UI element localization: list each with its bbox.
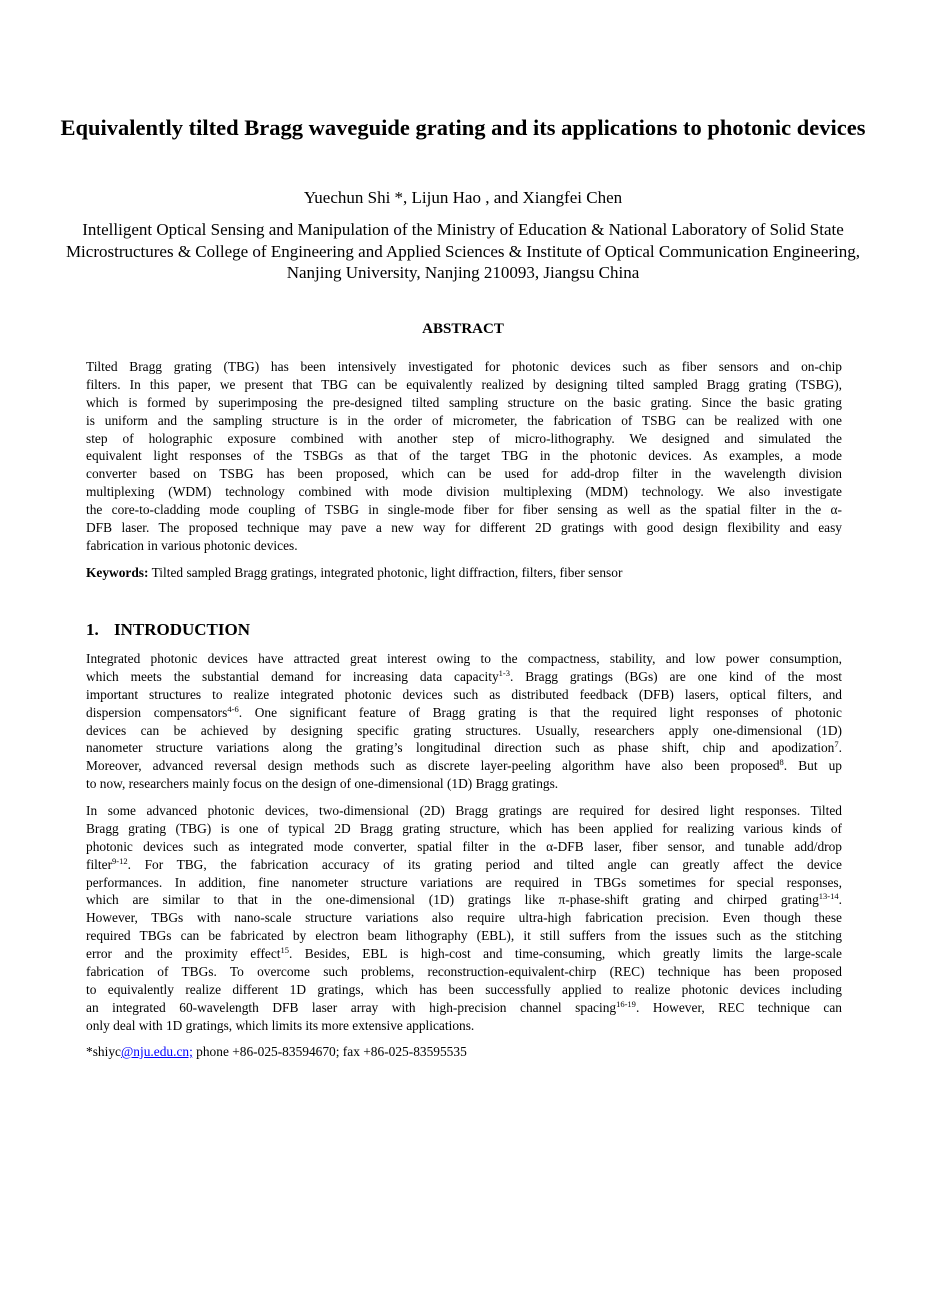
intro-paragraph-1 [86, 650, 842, 793]
text-line: which meets the substantial demand for increasing data capacity$^{1-3}$. Bragg gratings (BGs) are one kind of the most [86, 667, 842, 684]
citation-superscript: 1-3 [498, 667, 510, 678]
footnote-contact: phone +86-025-83594670; fax +86-025-83595535 [192, 1044, 467, 1059]
text-line: DFB laser. The proposed technique may pave a new way for different 2D gratings with good design flexibility and easy [86, 520, 842, 536]
text-line: fabrication of TBGs. To overcome such problems, reconstruction-equivalent-chirp (REC) technique has been proposed [86, 964, 842, 980]
text-line: an integrated 60-wavelength DFB laser array with high-precision channel spacing$^{16-19}$. However, REC technique can [86, 998, 842, 1015]
authors: Yuechun Shi *, Lijun Hao , and Xiangfei Chen [303, 188, 623, 207]
text-line: is uniform and the sampling structure is in the order of micrometer, the fabrication of TSBG can be realized with one [86, 412, 842, 428]
text-line: multiplexing (WDM) technology combined with mode division multiplexing (MDM) technology. We also investigate [86, 484, 842, 500]
text-line: error and the proximity effect$^{15}$. Besides, EBL is high-cost and time-consuming, which greatly limits the large-scale [86, 945, 842, 962]
citation-superscript: 4-6 [227, 703, 239, 714]
text-line: devices can be achieved by designing specific grating structures. Usually, researchers apply one-dimensional (1D) [86, 722, 842, 738]
paper-title: Equivalently tilted Bragg waveguide grating and its applications to photonic devices [60, 115, 866, 140]
abstract-heading: ABSTRACT [422, 321, 504, 337]
citation-superscript: 15 [280, 945, 290, 956]
text-line: to now, researchers mainly focus on the design of one-dimensional (1D) Bragg gratings. [86, 776, 559, 792]
citation-superscript: 8 [779, 757, 784, 768]
footnote-prefix: *shiyc [86, 1044, 121, 1059]
text-line: required TBGs can be fabricated by electron beam lithography (EBL), it still suffers from the issues such as the stitching [86, 928, 842, 944]
section-number: 1. [86, 620, 99, 639]
text-line: However, TBGs with nano-scale structure variations also require ultra-high fabrication precision. Even though these [86, 910, 842, 926]
section-heading [86, 620, 250, 640]
text-line: In some advanced photonic devices, two-dimensional (2D) Bragg gratings are required for desired light responses. Tilted [86, 803, 842, 818]
text-line: photonic devices such as integrated mode converter, spatial filter in the α-DFB laser, fiber sensor, and tunable add/drop [86, 838, 842, 854]
text-line: filters. In this paper, we present that TBG can be equivalently realized by designing tilted sampled Bragg grating (TSBG), [86, 376, 842, 392]
text-line: step of holographic exposure combined with another step of micro-lithography. We designed and simulated the [86, 430, 842, 446]
text-line: equivalent light responses of the TSBGs as that of the target TBG in the photonic devices. As examples, a mode [86, 448, 842, 464]
citation-superscript: 7 [834, 739, 839, 750]
citation-superscript: 16-19 [616, 998, 636, 1009]
abstract-body [86, 358, 842, 555]
section-title: INTRODUCTION [114, 620, 251, 639]
text-line: which are similar to that in the one-dimensional (1D) gratings like π-phase-shift grating and chirped grating$^{13-14}$. [86, 891, 842, 908]
keywords [86, 565, 622, 581]
text-line: Integrated photonic devices have attracted great interest owing to the compactness, stability, and low power consumption, [86, 651, 842, 666]
text-line: the core-to-cladding mode coupling of TSBG in single-mode fiber for fiber sensing as well as the spatial filter in the α- [86, 502, 842, 518]
keywords-text: Tilted sampled Bragg gratings, integrated photonic, light diffraction, filters, fiber sensor [148, 565, 623, 580]
text-line: only deal with 1D gratings, which limits its more extensive applications. [86, 1017, 475, 1033]
text-line: nanometer structure variations along the grating’s longitudinal direction such as phase shift, chip and apodization$^7$. [86, 739, 842, 756]
keywords-label: Keywords: [86, 565, 149, 580]
intro-paragraph-2 [86, 802, 842, 1035]
text-line: Moreover, advanced reversal design methods such as discrete layer-peeling algorithm have also been proposed$^8$. But up [86, 757, 842, 774]
text-line: to equivalently realize different 1D gratings, which has been successfully applied to realize photonic devices including [86, 981, 842, 997]
text-line: converter based on TSBG has been proposed, which can be used for add-drop filter in the wavelength division [86, 466, 842, 482]
text-line: fabrication in various photonic devices. [86, 537, 298, 553]
email-link[interactable]: @nju.edu.cn; [120, 1044, 193, 1059]
footnote [86, 1044, 467, 1060]
affiliation: Intelligent Optical Sensing and Manipulation of the Ministry of Education & National Laboratory of Solid State Microstructures & College of Engineering and Applied Sciences & Institute of Optical Communication Engineering, Nanjing University, Nanjing 210093, Jiangsu China [65, 220, 861, 282]
text-line: performances. In addition, fine nanometer structure variations are required in TBGs sometimes for special responses, [86, 874, 842, 890]
citation-superscript: 13-14 [818, 891, 839, 902]
text-line: Bragg grating (TBG) is one of typical 2D Bragg grating structure, which has been applied for realizing various kinds of [86, 820, 842, 836]
text-line: filter$^{9-12}$. For TBG, the fabrication accuracy of its grating period and tilted angle can greatly affect the device [86, 855, 842, 872]
text-line: which is formed by superimposing the pre-designed tilted sampling structure on the basic grating. Since the basic grating [86, 394, 842, 410]
citation-superscript: 9-12 [112, 855, 128, 866]
text-line: Tilted Bragg grating (TBG) has been intensively investigated for photonic devices such as fiber sensors and on-chip [86, 359, 842, 374]
text-line: important structures to realize integrated photonic devices such as distributed feedback (DFB) lasers, optical filters, and [86, 686, 842, 702]
text-line: dispersion compensators$^{4-6}$. One significant feature of Bragg grating is that the required light responses of photonic [86, 703, 842, 720]
